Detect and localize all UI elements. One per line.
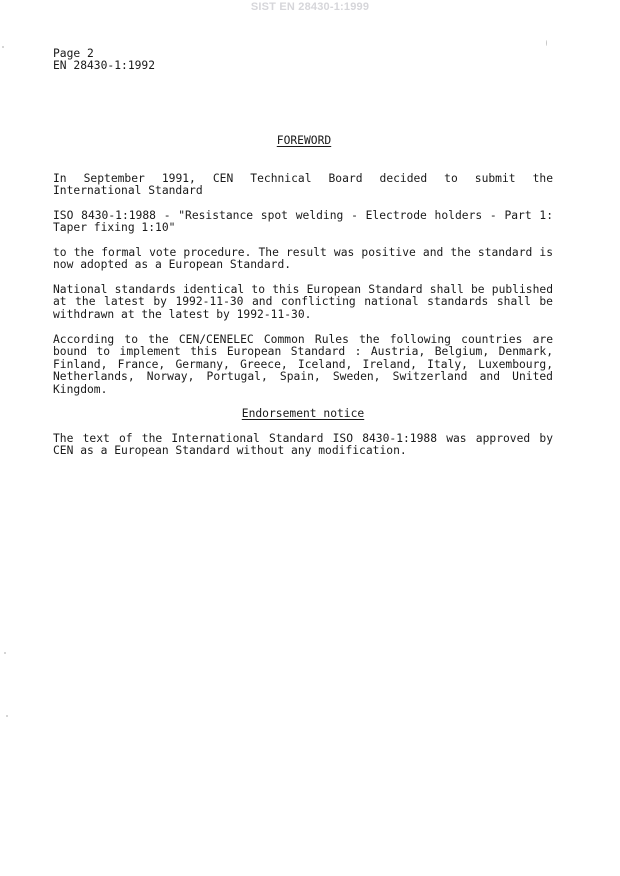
foreword-heading: FOREWORD [276, 134, 332, 147]
scan-speck [546, 40, 547, 46]
endorsement-heading: Endorsement notice [241, 407, 365, 420]
scan-speck [2, 46, 4, 48]
document-number: EN 28430-1:1992 [53, 59, 156, 73]
foreword-paragraph: to the formal vote procedure. The result was positive and the standard is now adopted as a European Standard. [53, 246, 553, 272]
page-number: Page 2 [53, 47, 94, 60]
foreword-paragraph: ISO 8430-1:1988 - "Resistance spot welding - Electrode holders - Part 1: Taper fixing 1:10" [53, 209, 553, 235]
scan-speck [6, 715, 8, 717]
foreword-paragraph: In September 1991, CEN Technical Board decided to submit the International Standard [53, 172, 553, 198]
foreword-paragraph: National standards identical to this European Standard shall be published at the latest by 1992-11-30 and conflicting national standards shall be withdrawn at the latest by 1992-11-30. [53, 283, 553, 321]
watermark: SIST EN 28430-1:1999 [250, 1, 370, 13]
endorsement-paragraph: The text of the International Standard ISO 8430-1:1988 was approved by CEN as a European Standard without any modification. [53, 432, 553, 458]
foreword-paragraph: According to the CEN/CENELEC Common Rules the following countries are bound to implement this European Standard : Austria, Belgium, Denmark, Finland, France, Germany, Greece, Iceland, Ireland, Italy, Luxembourg, Netherlands, Norway, Portugal, Spain, Sweden, Switzerland and United Kingdom. [53, 333, 553, 396]
scan-speck [4, 652, 6, 654]
page-header [53, 48, 155, 73]
